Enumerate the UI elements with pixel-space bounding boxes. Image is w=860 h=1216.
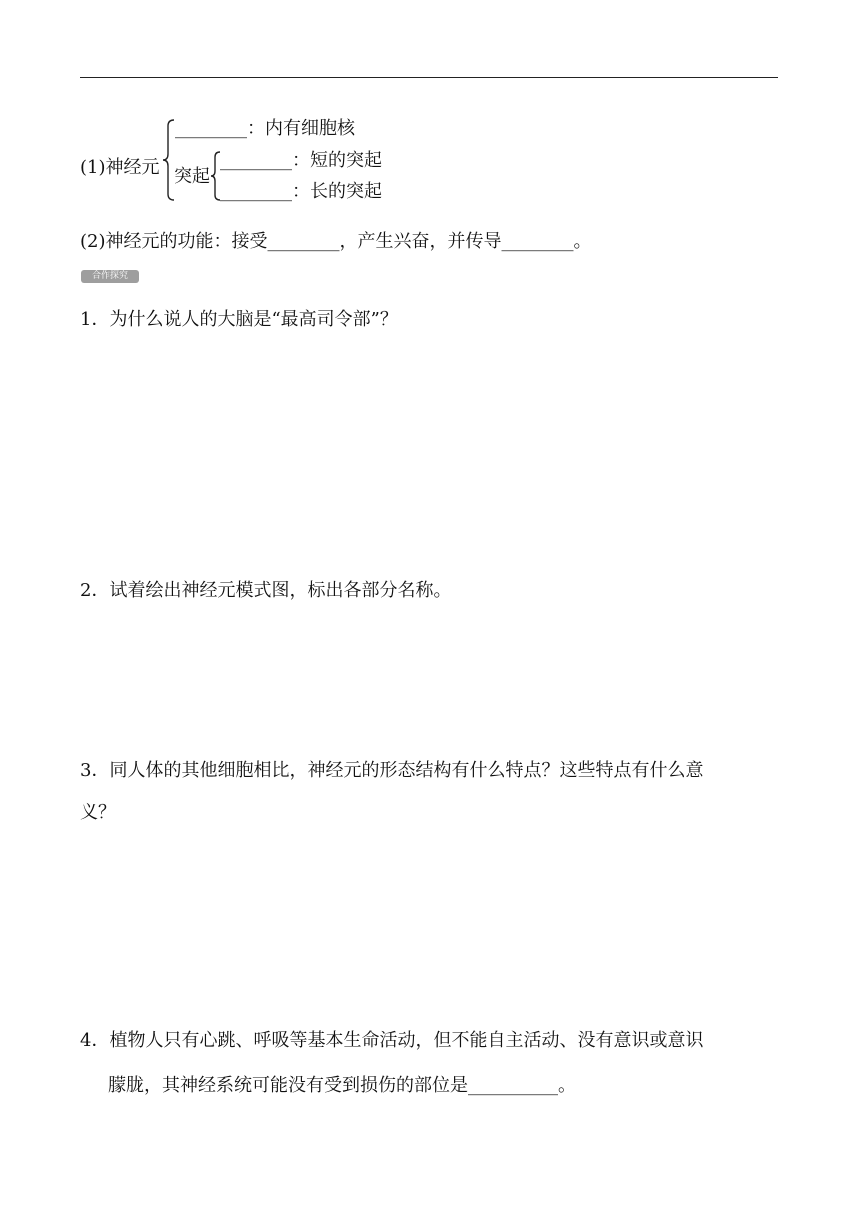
section-badge: 合作探究 [81, 270, 139, 283]
question-1: 1．为什么说人的大脑是“最高司令部”？ [80, 309, 398, 330]
question-2: 2．试着绘出神经元模式图，标出各部分名称。 [80, 580, 452, 601]
top-rule [80, 77, 778, 78]
neuron-label: (1)神经元 [80, 157, 160, 178]
axon-line: ________：长的突起 [220, 181, 382, 202]
process-label: 突起 [174, 166, 210, 187]
question-3-line-2: 义？ [80, 802, 116, 823]
cell-body-line: ________：内有细胞核 [175, 118, 355, 139]
question-4-line-1: 4．植物人只有心跳、呼吸等基本生命活动，但不能自主活动、没有意识或意识 [80, 1030, 704, 1051]
dendrite-line: ________：短的突起 [220, 150, 382, 171]
outer-brace [162, 118, 176, 202]
neuron-function-line: (2)神经元的功能：接受________，产生兴奋，并传导________。 [80, 231, 592, 252]
question-4-line-2: 朦胧，其神经系统可能没有受到损伤的部位是__________。 [108, 1075, 576, 1096]
question-3-line-1: 3．同人体的其他细胞相比，神经元的形态结构有什么特点？这些特点有什么意 [80, 760, 704, 781]
